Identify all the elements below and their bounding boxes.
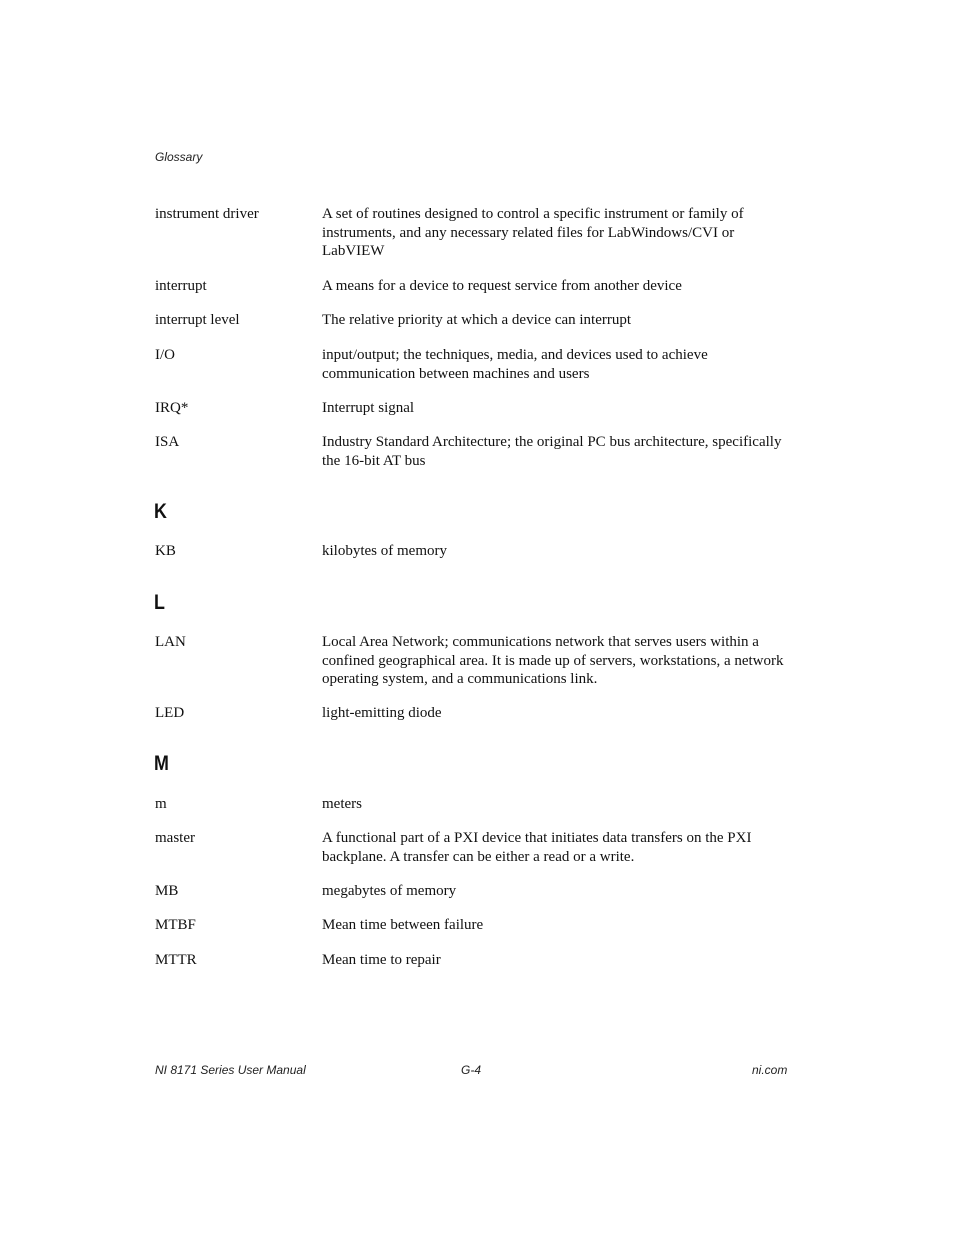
glossary-term: KB: [155, 543, 176, 559]
glossary-definition: Local Area Network; communications network that serves users within a confined geographical area. It is made up of servers, workstations, a network operating system, and a communications link.: [322, 634, 784, 688]
glossary-term: ISA: [155, 434, 180, 450]
glossary-term: LED: [155, 705, 185, 721]
running-header: Glossary: [155, 150, 203, 164]
section-letter-m: M: [154, 752, 169, 775]
glossary-definition: The relative priority at which a device can interrupt: [322, 312, 632, 328]
glossary-term: I/O: [155, 347, 175, 363]
glossary-term: LAN: [155, 634, 186, 650]
glossary-term: m: [155, 796, 167, 812]
footer-page-number: G-4: [461, 1063, 482, 1077]
glossary-definition: kilobytes of memory: [322, 543, 447, 559]
glossary-definition: megabytes of memory: [322, 883, 457, 899]
glossary-definition: Mean time between failure: [322, 917, 484, 933]
glossary-definition: input/output; the techniques, media, and devices used to achieve communication between machines and users: [322, 347, 708, 382]
glossary-definition: A means for a device to request service from another device: [322, 278, 682, 294]
glossary-term: interrupt level: [155, 312, 240, 328]
section-letter-k: K: [154, 500, 167, 523]
glossary-term: IRQ*: [155, 400, 189, 416]
glossary-definition: Interrupt signal: [322, 400, 415, 416]
footer-manual-title: NI 8171 Series User Manual: [155, 1063, 306, 1077]
glossary-definition: meters: [322, 796, 362, 812]
glossary-definition: A functional part of a PXI device that initiates data transfers on the PXI backplane. A transfer can be either a read or a write.: [322, 830, 752, 865]
glossary-term: instrument driver: [155, 206, 259, 222]
glossary-term: MTTR: [155, 952, 197, 968]
glossary-term: interrupt: [155, 278, 207, 294]
glossary-definition: Mean time to repair: [322, 952, 441, 968]
glossary-term: MTBF: [155, 917, 196, 933]
footer-website: ni.com: [752, 1063, 788, 1077]
glossary-term: MB: [155, 883, 179, 899]
glossary-term: master: [155, 830, 195, 846]
glossary-definition: light-emitting diode: [322, 705, 442, 721]
section-letter-l: L: [154, 591, 165, 614]
glossary-definition: A set of routines designed to control a specific instrument or family of instruments, and any necessary related files for LabWindows/CVI or LabVIEW: [322, 206, 744, 260]
glossary-definition: Industry Standard Architecture; the original PC bus architecture, specifically the 16-bit AT bus: [322, 434, 782, 469]
